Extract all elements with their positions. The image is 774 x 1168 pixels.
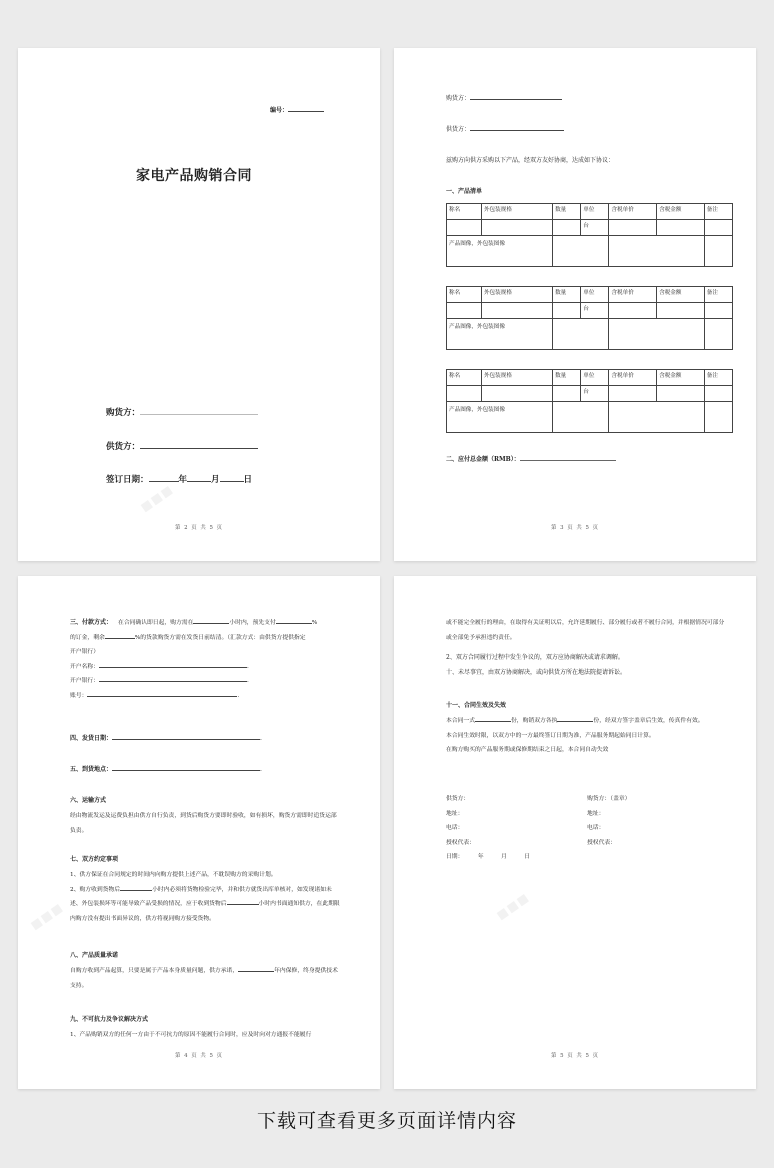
contract-title: 家电产品购销合同 bbox=[136, 168, 252, 184]
total-amount-blank bbox=[520, 455, 616, 461]
continuation-text: 或不能完全履行的理由，在取得有关证明以后，允许延期履行、部分履行或者不履行合同，并根据情况可部分或全部免予承担违约责任。 bbox=[446, 620, 725, 641]
ship-date-blank bbox=[112, 734, 260, 740]
image-row bbox=[447, 319, 733, 350]
contract-page-2 bbox=[18, 48, 380, 561]
payment-text: 小时内，预先支付 bbox=[229, 620, 276, 626]
contract-number-blank bbox=[288, 106, 324, 112]
col-amount: 含税金额 bbox=[657, 287, 705, 303]
agreement-text: 小时内书面通知供方，在此期限内购方没有提出书面异议的，供方将视同购方接受货物。 bbox=[70, 901, 340, 922]
account-no-field: 账号： . bbox=[70, 689, 340, 704]
account-name-field: 开户名称： . bbox=[70, 660, 340, 675]
sign-address: 地址： bbox=[587, 810, 605, 817]
buyer-label: 购货方： bbox=[446, 95, 471, 102]
transport-text: 经由物流发运及运费负担由供方自行负责，到货后购货方要即时验收，如有损坏，购货方需即时追货运部负责。 bbox=[70, 813, 337, 834]
validity-text-part: 份，经双方签字盖章后生效，传真件有效。 bbox=[593, 718, 704, 724]
force-majeure-text: 1、产品购销双方的任何一方由于不可抗力的原因不能履行合同时，应及时向对方通报不能履行 bbox=[70, 1032, 312, 1038]
agreement-title: 七、双方约定事项 bbox=[70, 856, 119, 863]
watermark: ▪▪▪ bbox=[491, 887, 534, 926]
col-name: 称名 bbox=[447, 287, 482, 303]
copies-blank bbox=[475, 716, 511, 722]
image-row bbox=[447, 236, 733, 267]
account-bank-field: 开户银行： . bbox=[70, 674, 340, 689]
validity-text bbox=[446, 714, 728, 758]
sign-buyer: 购货方：（盖章） bbox=[587, 796, 631, 802]
col-package: 外包装规格 bbox=[481, 287, 552, 303]
page-footer: 第 5 页 共 5 页 bbox=[551, 1053, 599, 1059]
sign-address: 地址： bbox=[446, 810, 464, 817]
agreement-text: 2、购方收到货物后 bbox=[70, 886, 121, 893]
col-quantity: 数量 bbox=[553, 370, 581, 386]
col-unit-price: 含税单价 bbox=[609, 204, 657, 220]
sign-date-field bbox=[106, 473, 252, 485]
payment-text: %的货款购货方需在发货日前结清。（汇款方式：由供货方提供指定 bbox=[134, 634, 306, 641]
quality-text-a: 自购方收到产品起算，只要是属于产品本身质量问题，供方承诺， bbox=[70, 968, 239, 974]
image-row bbox=[447, 402, 733, 433]
cell bbox=[609, 303, 657, 319]
table-header-row bbox=[447, 370, 733, 386]
image-cell bbox=[609, 236, 704, 267]
table-header-row bbox=[447, 204, 733, 220]
image-cell bbox=[704, 402, 732, 433]
day-label: 日 bbox=[243, 475, 253, 485]
supplier-blank bbox=[140, 440, 258, 449]
image-label: 产品图像，外包装图像 bbox=[447, 319, 553, 350]
table-row bbox=[447, 386, 733, 402]
percent-sign: % bbox=[311, 620, 318, 626]
col-remark: 备注 bbox=[704, 204, 732, 220]
col-remark: 备注 bbox=[704, 287, 732, 303]
unit-cell: 台 bbox=[581, 386, 609, 402]
account-no-blank bbox=[87, 690, 237, 696]
cell bbox=[704, 220, 732, 236]
cell bbox=[447, 220, 482, 236]
hours-blank bbox=[227, 899, 259, 905]
account-name-blank bbox=[99, 661, 247, 667]
section-product-list: 一、产品清单 bbox=[446, 188, 483, 195]
page-footer: 第 4 页 共 5 页 bbox=[175, 1053, 223, 1059]
remainder-blank bbox=[105, 632, 135, 638]
cell bbox=[609, 386, 657, 402]
month-label: 月 bbox=[211, 475, 220, 485]
agreement-item-2 bbox=[70, 883, 340, 927]
cell bbox=[553, 220, 581, 236]
payment-text: 的订金，剩余 bbox=[70, 634, 105, 641]
supplier-blank bbox=[470, 125, 564, 131]
payment-text: 在合同确认即日起，购方需在 bbox=[118, 620, 194, 626]
contract-number-label: 编号： bbox=[269, 107, 288, 114]
buyer-label: 购货方： bbox=[106, 408, 141, 418]
ship-date-title: 四、发货日期： bbox=[70, 735, 113, 742]
col-amount: 含税金额 bbox=[657, 204, 705, 220]
agreement-item-1: 1、供方保证在合同规定的时间内向购方提供上述产品，不耽误购方的采购计划。 bbox=[70, 872, 277, 878]
unit-cell: 台 bbox=[581, 220, 609, 236]
force-majeure-title: 九、不可抗力及争议解决方式 bbox=[70, 1016, 149, 1023]
delivery-place-blank bbox=[112, 765, 260, 771]
col-quantity: 数量 bbox=[553, 204, 581, 220]
account-bank-blank bbox=[99, 676, 247, 682]
image-cell bbox=[704, 236, 732, 267]
ship-date-field: 四、发货日期： . bbox=[70, 735, 262, 742]
cell bbox=[657, 386, 705, 402]
intro-text: 兹购方向供方采购以下产品，经双方友好协商，达成如下协议： bbox=[446, 157, 615, 164]
col-package: 外包装规格 bbox=[481, 370, 552, 386]
sign-phone: 电话： bbox=[587, 825, 605, 831]
download-caption: 下载可查看更多页面详情内容 bbox=[256, 1110, 517, 1132]
agreement-items bbox=[70, 868, 340, 926]
account-bank-label: 开户银行： bbox=[70, 678, 99, 684]
product-table bbox=[446, 369, 733, 433]
quality-text-b: 年内保修，终身提供技术支持。 bbox=[70, 968, 338, 989]
payment-line-2 bbox=[70, 631, 340, 646]
delivery-place-field: 五、到货地点： . bbox=[70, 766, 262, 773]
sign-supplier: 供货方： bbox=[446, 796, 470, 802]
col-name: 称名 bbox=[447, 370, 482, 386]
hours-blank bbox=[120, 884, 152, 890]
image-cell bbox=[553, 319, 609, 350]
day-blank bbox=[220, 473, 244, 482]
cell bbox=[704, 386, 732, 402]
buyer-blank bbox=[470, 94, 562, 100]
contract-page-5 bbox=[394, 576, 756, 1089]
cell bbox=[553, 303, 581, 319]
unit-cell: 台 bbox=[581, 303, 609, 319]
signature-block-buyer bbox=[587, 792, 707, 850]
col-unit: 单位 bbox=[581, 287, 609, 303]
table-header-row bbox=[447, 287, 733, 303]
image-cell bbox=[704, 319, 732, 350]
quality-title: 八、产品质量承诺 bbox=[70, 952, 119, 959]
hours-blank bbox=[193, 618, 229, 624]
col-name: 称名 bbox=[447, 204, 482, 220]
supplier-field bbox=[446, 124, 564, 133]
buyer-blank bbox=[140, 406, 258, 415]
agreement-text: 小时内必须将货物检验完毕，并和供方就货出库单核对，如发现诸如未述、外包装损坏等可能导致产品受损的情况，应于收到货物后 bbox=[70, 886, 332, 907]
col-unit: 单位 bbox=[581, 204, 609, 220]
watermark: ▪▪▪ bbox=[25, 897, 68, 936]
payment-section bbox=[70, 616, 340, 703]
product-table bbox=[446, 203, 733, 267]
col-unit: 单位 bbox=[581, 370, 609, 386]
validity-text-part: 份，购销双方各执 bbox=[511, 718, 558, 724]
validity-text-part: 本合同一式 bbox=[446, 718, 475, 724]
col-package: 外包装规格 bbox=[481, 204, 552, 220]
image-cell bbox=[609, 402, 704, 433]
sign-date-label: 签订日期： bbox=[106, 475, 149, 485]
cell bbox=[657, 303, 705, 319]
col-quantity: 数量 bbox=[553, 287, 581, 303]
col-remark: 备注 bbox=[704, 370, 732, 386]
table-row bbox=[447, 303, 733, 319]
cell bbox=[481, 303, 552, 319]
cell bbox=[447, 303, 482, 319]
watermark: ▪▪▪ bbox=[135, 479, 178, 518]
payment-title: 三、付款方式： bbox=[70, 619, 113, 626]
transport-title: 六、运输方式 bbox=[70, 797, 107, 804]
supplier-label: 供货方： bbox=[106, 442, 141, 452]
image-label: 产品图像，外包装图像 bbox=[447, 236, 553, 267]
delivery-place-title: 五、到货地点： bbox=[70, 766, 113, 773]
contract-page-4 bbox=[18, 576, 380, 1089]
supplier-label: 供货方： bbox=[446, 126, 471, 133]
payment-line-1 bbox=[70, 616, 340, 631]
validity-line-1 bbox=[446, 714, 728, 729]
col-unit-price: 含税单价 bbox=[609, 287, 657, 303]
image-label: 产品图像，外包装图像 bbox=[447, 402, 553, 433]
copies-each-blank bbox=[557, 716, 593, 722]
sign-representative: 授权代表： bbox=[587, 839, 616, 846]
contract-page-3 bbox=[394, 48, 756, 561]
account-no-label: 账号： bbox=[70, 692, 88, 699]
account-name-label: 开户名称： bbox=[70, 663, 99, 670]
sign-representative: 授权代表： bbox=[446, 839, 475, 846]
supplier-field bbox=[106, 440, 258, 452]
image-cell bbox=[553, 236, 609, 267]
unresolved-item: 十、未尽事宜，由双方协商解决，或向供货方所在地法院提请诉讼。 bbox=[446, 669, 627, 676]
buyer-field bbox=[446, 93, 562, 102]
col-amount: 含税金额 bbox=[657, 370, 705, 386]
sign-phone: 电话： bbox=[446, 825, 464, 831]
year-label: 年 bbox=[178, 475, 188, 485]
cell bbox=[553, 386, 581, 402]
month-blank bbox=[187, 473, 211, 482]
validity-line-2: 本合同生效时限，以双方中的一方最终签订日期为准，产品服务期起始同日计算。 bbox=[446, 732, 655, 739]
table-row bbox=[447, 220, 733, 236]
validity-line-3: 在购方购买的产品服务期或保修期结束之日起，本合同自动失效 bbox=[446, 747, 609, 753]
payment-text: 开户银行） bbox=[70, 649, 99, 655]
buyer-field bbox=[106, 406, 258, 418]
validity-title: 十一、合同生效及失效 bbox=[446, 702, 507, 709]
signature-block-supplier bbox=[446, 792, 586, 865]
cell bbox=[481, 220, 552, 236]
cell bbox=[481, 386, 552, 402]
col-unit-price: 含税单价 bbox=[609, 370, 657, 386]
total-amount-label: 二、应付总金额（RMB）： bbox=[446, 456, 520, 463]
cell bbox=[704, 303, 732, 319]
page-footer: 第 3 页 共 5 页 bbox=[551, 525, 599, 531]
cell bbox=[609, 220, 657, 236]
quality-text bbox=[70, 964, 340, 993]
dispute-item: 2、双方合同履行过程中发生争议的，双方应协商解决或请求调解。 bbox=[446, 654, 624, 661]
product-table bbox=[446, 286, 733, 350]
image-cell bbox=[553, 402, 609, 433]
deposit-blank bbox=[276, 618, 312, 624]
cell bbox=[447, 386, 482, 402]
page-footer: 第 2 页 共 5 页 bbox=[175, 525, 223, 531]
contract-number bbox=[270, 105, 324, 114]
image-cell bbox=[609, 319, 704, 350]
cell bbox=[657, 220, 705, 236]
sign-date: 日期： 年 月 日 bbox=[446, 854, 531, 860]
warranty-years-blank bbox=[238, 966, 274, 972]
total-amount-field bbox=[446, 454, 616, 463]
